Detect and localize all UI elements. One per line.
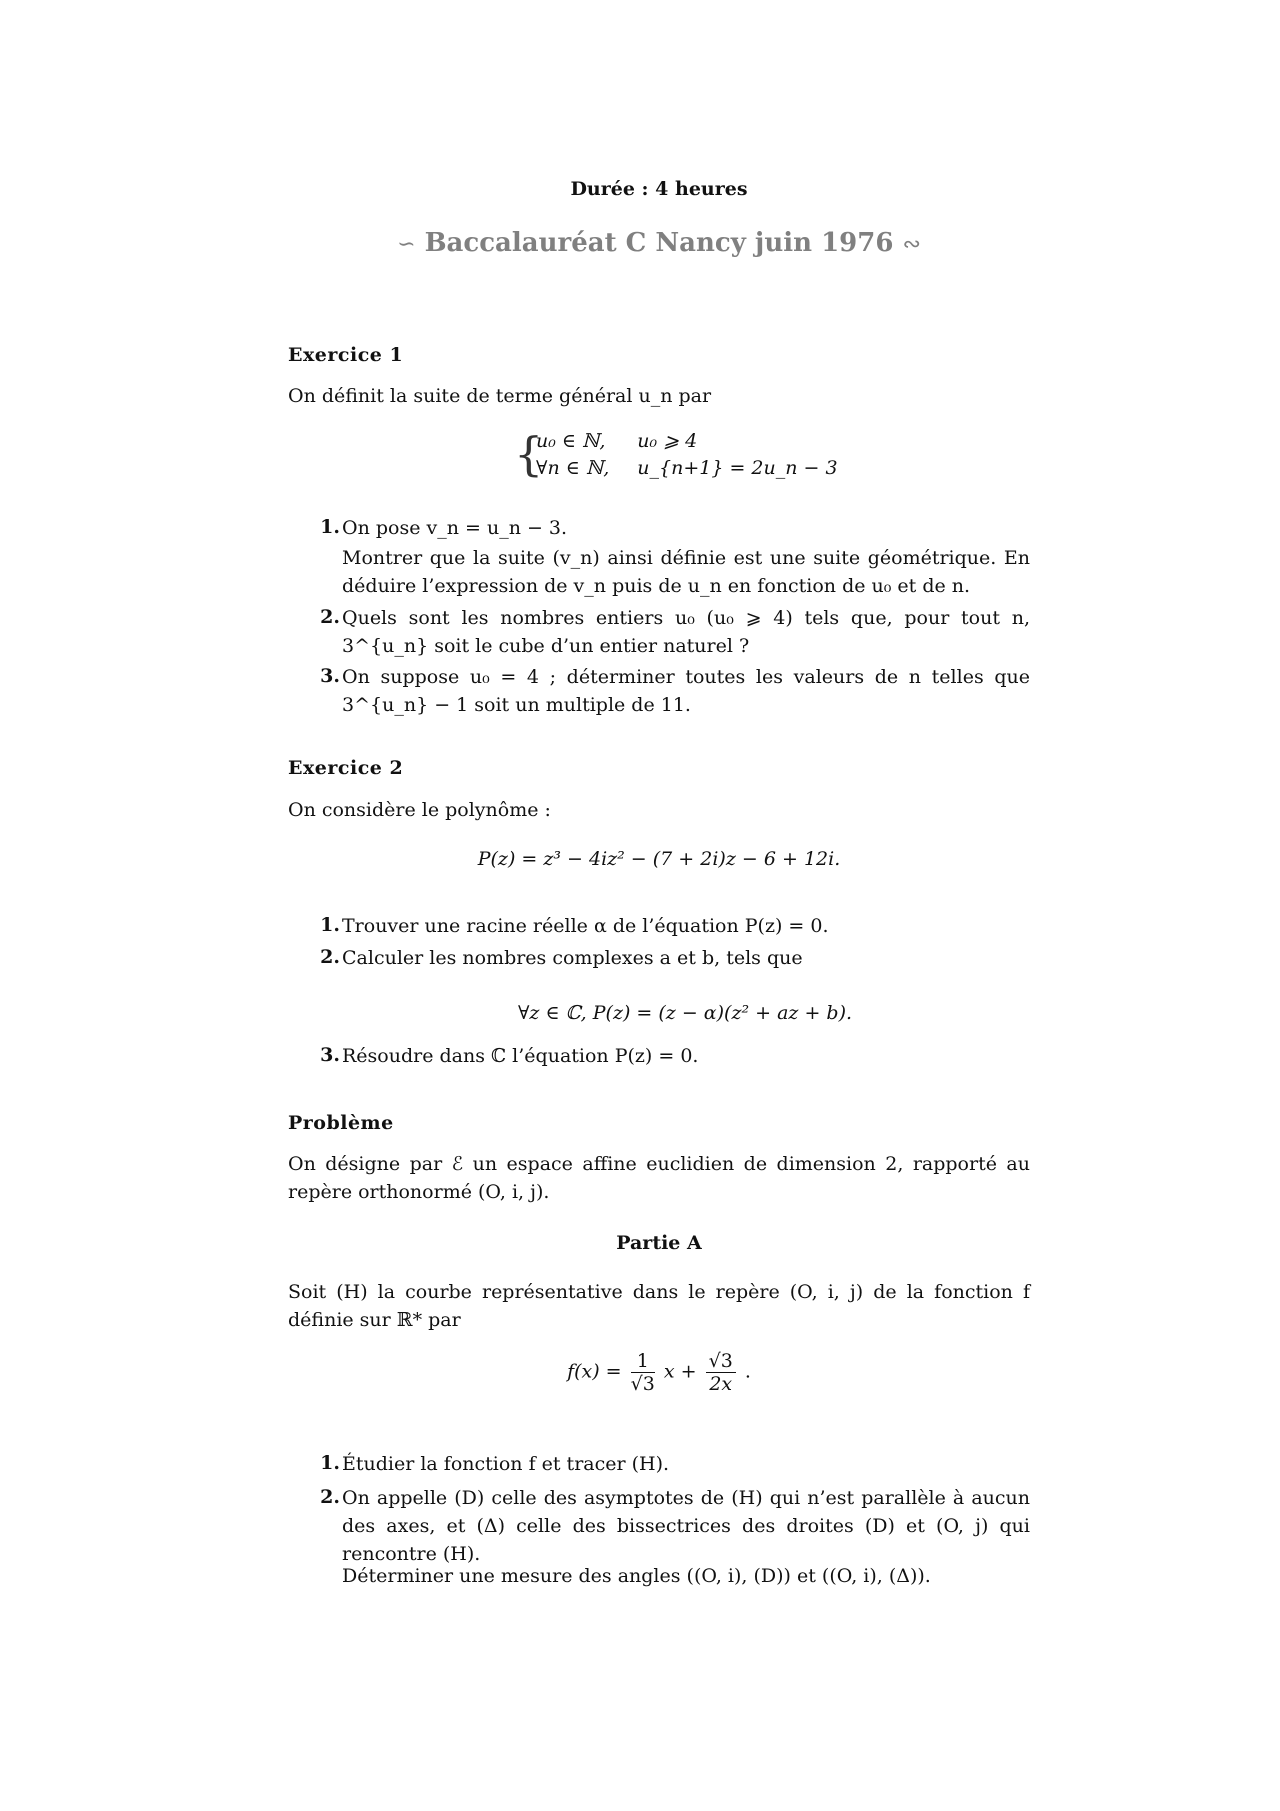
- brace-icon: {: [514, 427, 544, 481]
- factorization-formula: ∀z ∈ ℂ, P(z) = (z − α)(z² + az + b).: [517, 1002, 853, 1024]
- recurrence-system: [514, 427, 838, 482]
- polynomial-formula: P(z) = z³ − 4iz² − (7 + 2i)z − 6 + 12i.: [477, 848, 841, 870]
- exercise-1-intro: On définit la suite de terme général u_n par: [288, 385, 712, 407]
- question-number: 1.: [320, 1452, 340, 1474]
- system-row1-left: u₀ ∈ ℕ,: [536, 430, 606, 452]
- part-a-heading: Partie A: [616, 1232, 702, 1254]
- fraction-1-denominator: √3: [630, 1373, 655, 1395]
- question-number: 3.: [320, 1044, 340, 1066]
- function-middle: x +: [663, 1360, 697, 1383]
- ex1-q3-text: On suppose u₀ = 4 ; déterminer toutes les valeurs de n telles que 3^{u_n} − 1 soit un multiple de 11.: [342, 666, 1030, 716]
- exercise-1-heading: Exercice 1: [288, 344, 404, 366]
- question-number: 2.: [320, 1486, 340, 1508]
- problem-intro: On désigne par ℰ un espace affine euclidien de dimension 2, rapporté au repère orthonormé (O, i, j).: [288, 1153, 1030, 1203]
- fraction-2-denominator: 2x: [709, 1373, 733, 1395]
- fraction-2: [706, 1350, 736, 1395]
- question-number: 1.: [320, 516, 340, 538]
- system-row2-left: ∀n ∈ ℕ,: [536, 457, 610, 479]
- question-number: 3.: [320, 665, 340, 687]
- problem-q2-text: On appelle (D) celle des asymptotes de (H) qui n’est parallèle à aucun des axes, et (Δ) celle des bissectrices des droites (D) et (O, j) qui rencontre (H).: [342, 1487, 1030, 1565]
- problem-q2b-text: Déterminer une mesure des angles ((O, i), (D)) et ((O, i), (Δ)).: [342, 1565, 931, 1587]
- fraction-1-numerator: 1: [631, 1350, 655, 1373]
- exam-title: [288, 228, 1030, 258]
- system-row2-right: u_{n+1} = 2u_n − 3: [637, 457, 838, 479]
- ex2-q1-text: Trouver une racine réelle α de l’équation P(z) = 0.: [342, 915, 829, 937]
- ex1-q1-line1: On pose v_n = u_n − 3.: [342, 517, 568, 539]
- exercise-2-heading: Exercice 2: [288, 757, 404, 779]
- title-text: Baccalauréat C Nancy juin 1976: [424, 228, 894, 258]
- ex2-q2-text: Calculer les nombres complexes a et b, tels que: [342, 947, 803, 969]
- question-number: 2.: [320, 606, 340, 628]
- function-lhs: f(x) =: [567, 1360, 622, 1383]
- ex2-q3-text: Résoudre dans ℂ l’équation P(z) = 0.: [342, 1045, 699, 1067]
- function-end: .: [744, 1360, 751, 1383]
- part-a-intro: Soit (H) la courbe représentative dans le repère (O, i, j) de la fonction f définie sur ℝ* par: [288, 1281, 1030, 1331]
- question-number: 2.: [320, 946, 340, 968]
- fraction-1: [631, 1350, 655, 1395]
- system-row1-right: u₀ ⩾ 4: [637, 430, 698, 452]
- problem-q1-text: Étudier la fonction f et tracer (H).: [342, 1453, 670, 1475]
- ornament-right-icon: ∾: [902, 232, 921, 257]
- exercise-2-intro: On considère le polynôme :: [288, 799, 551, 821]
- fraction-2-numerator: √3: [706, 1350, 736, 1373]
- duration: Durée : 4 heures: [570, 178, 748, 200]
- function-definition: [288, 1350, 1030, 1395]
- problem-heading: Problème: [288, 1112, 394, 1134]
- ex1-q1-line2: Montrer que la suite (v_n) ainsi définie est une suite géométrique. En déduire l’expression de v_n puis de u_n en fonction de u₀ et de n.: [342, 547, 1030, 597]
- question-number: 1.: [320, 914, 340, 936]
- ornament-left-icon: ∽: [397, 232, 416, 257]
- ex1-q2-text: Quels sont les nombres entiers u₀ (u₀ ⩾ 4) tels que, pour tout n, 3^{u_n} soit le cube d’un entier naturel ?: [342, 607, 1030, 657]
